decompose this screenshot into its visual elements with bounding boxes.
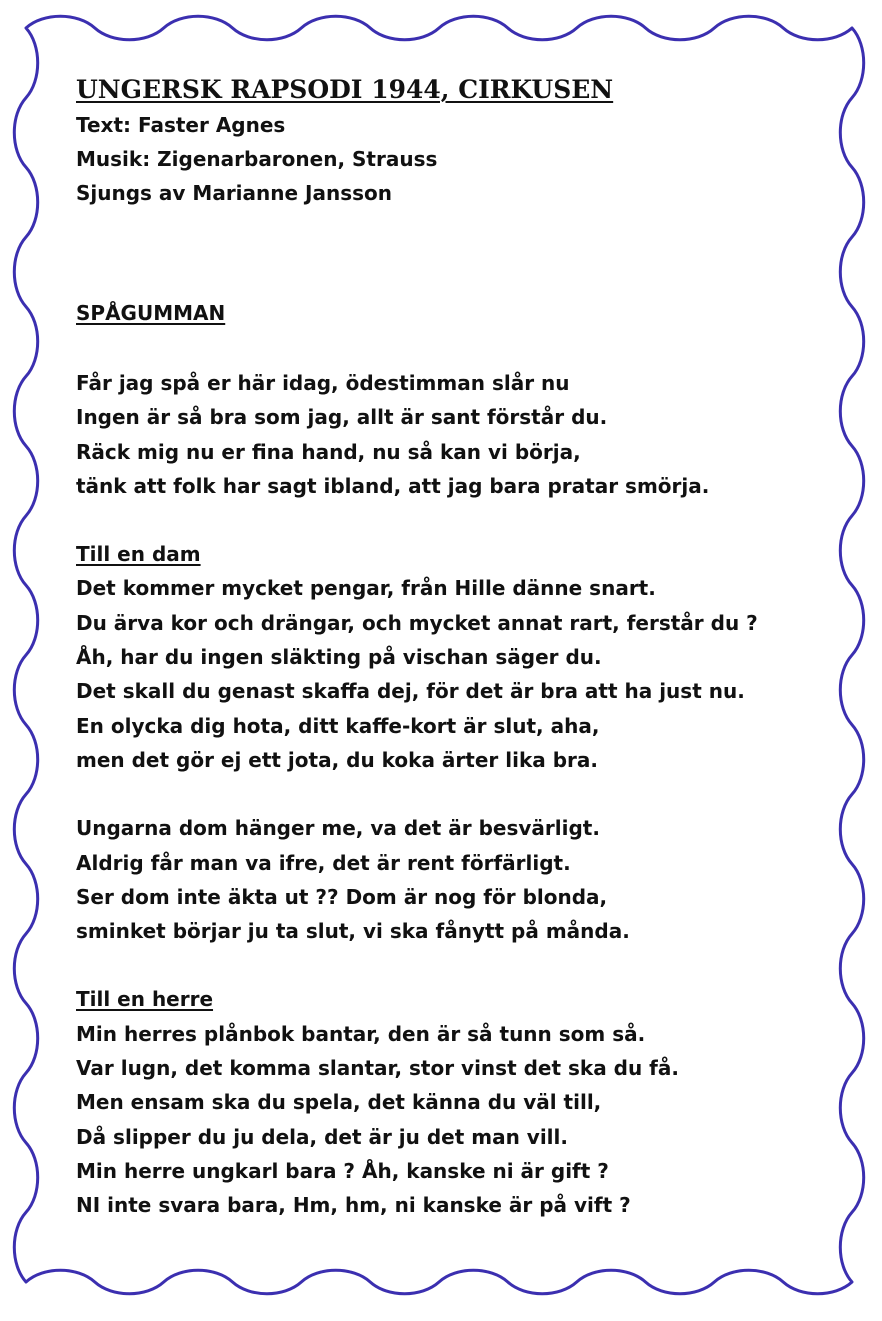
lyric-line: Det skall du genast skaffa dej, för det är bra att ha just nu.	[76, 679, 745, 704]
lyric-line: Men ensam ska du spela, det känna du väl till,	[76, 1090, 602, 1115]
section-title: SPÅGUMMAN	[76, 301, 226, 325]
lyric-line: Var lugn, det komma slantar, stor vinst det ska du få.	[76, 1056, 679, 1081]
lyric-line: Ungarna dom hänger me, va det är besvärligt.	[76, 816, 600, 841]
lyric-line: En olycka dig hota, ditt kaffe-kort är slut, aha,	[76, 713, 600, 738]
singer-credit: Sjungs av Marianne Jansson	[76, 181, 392, 205]
music-credit: Musik: Zigenarbaronen, Strauss	[76, 147, 438, 171]
stanza-4	[76, 982, 836, 1222]
lyric-line: Min herres plånbok bantar, den är så tunn som så.	[76, 1021, 646, 1046]
lyric-line: Åh, har du ingen släkting på vischan säger du.	[76, 645, 602, 670]
stanza-3	[76, 811, 836, 948]
lyric-line: Det kommer mycket pengar, från Hille dänne snart.	[76, 576, 656, 601]
song-title: UNGERSK RAPSODI 1944, CIRKUSEN	[76, 75, 614, 104]
lyric-line: Får jag spå er här idag, ödestimman slår nu	[76, 371, 570, 395]
song-sheet	[76, 72, 836, 1223]
lyric-line: Aldrig får man va ifre, det är rent förfärligt.	[76, 850, 571, 875]
stanza-1	[76, 366, 836, 503]
lyric-line: Då slipper du ju dela, det är ju det man vill.	[76, 1124, 568, 1149]
stanza-2	[76, 537, 836, 777]
lyric-line: Min herre ungkarl bara ? Åh, kanske ni är gift ?	[76, 1158, 609, 1183]
lyric-line: Räck mig nu er fina hand, nu så kan vi börja,	[76, 439, 581, 464]
lyrics-credit: Text: Faster Agnes	[76, 113, 286, 137]
lyric-line: sminket börjar ju ta slut, vi ska fånytt på månda.	[76, 919, 630, 944]
stanza-heading: Till en herre	[76, 987, 214, 1012]
lyric-line: Ingen är så bra som jag, allt är sant förstår du.	[76, 405, 608, 430]
lyric-line: men det gör ej ett jota, du koka ärter lika bra.	[76, 747, 598, 772]
lyric-line: Ser dom inte äkta ut ?? Dom är nog för blonda,	[76, 884, 608, 909]
lyric-line: Du ärva kor och drängar, och mycket annat rart, ferstår du ?	[76, 610, 758, 635]
lyric-line: tänk att folk har sagt ibland, att jag bara pratar smörja.	[76, 473, 710, 498]
stanza-heading: Till en dam	[76, 542, 201, 567]
lyric-line: NI inte svara bara, Hm, hm, ni kanske är på vift ?	[76, 1193, 631, 1218]
